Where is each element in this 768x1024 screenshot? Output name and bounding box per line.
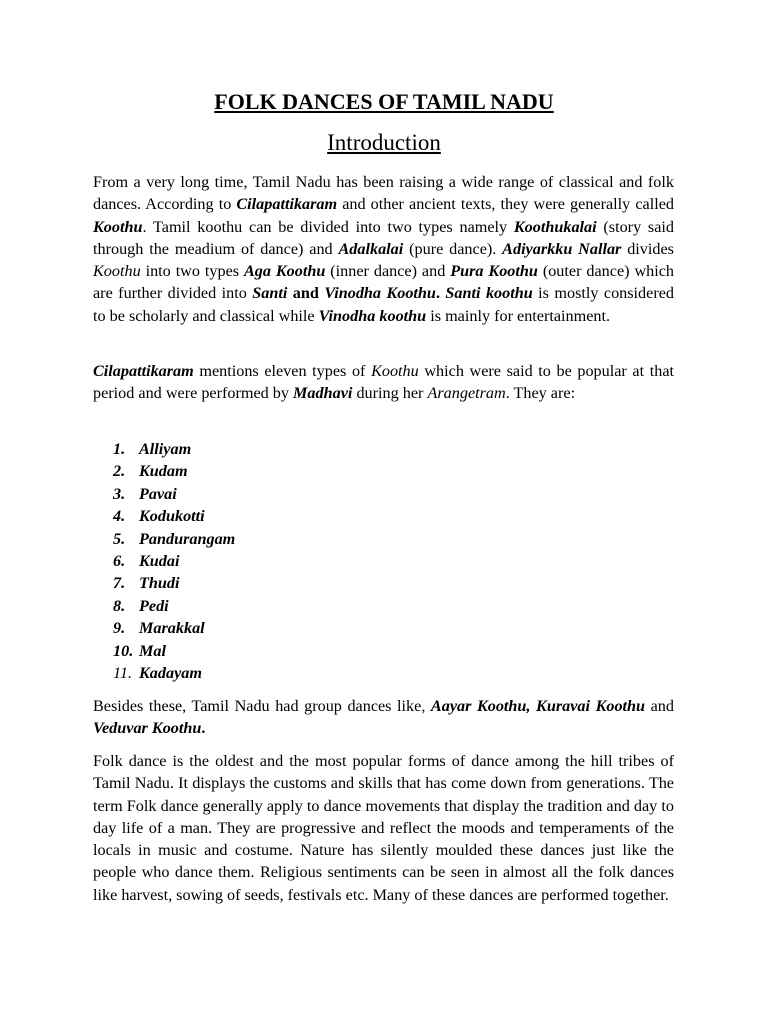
term-koothu: Koothu (93, 217, 143, 236)
term-santi-koothu: Santi koothu (445, 284, 533, 303)
list-number: 1. (113, 440, 126, 458)
text-run: From a very long time, Tamil Nadu has been raising a wide range of classical and folk dances. According to (93, 173, 674, 214)
text-run: . (201, 719, 206, 738)
dance-name: Pedi (139, 596, 169, 615)
list-item (113, 483, 235, 505)
term-arangetram: Arangetram (427, 384, 506, 403)
term-aga-koothu: Aga Koothu (243, 262, 326, 281)
text-run: and (287, 284, 319, 303)
list-number: 10. (113, 641, 134, 660)
list-item (113, 640, 235, 662)
text-run: (pure dance). (403, 239, 503, 258)
dance-name: Mal (139, 641, 166, 660)
section-heading: Introduction (327, 130, 441, 155)
group-dances-paragraph (93, 695, 674, 740)
list-number: 9. (113, 619, 126, 638)
text-run: . (435, 284, 440, 303)
term-cilapattikaram: Cilapattikaram (93, 362, 194, 380)
list-number: 3. (113, 484, 126, 503)
text-run: is mostly considered to be scholarly and classical while (93, 284, 674, 325)
list-item (113, 460, 235, 482)
dance-list (113, 438, 235, 684)
term-vinodha-koothu: Vinodha koothu (318, 306, 427, 325)
text-run: (story said through the meadium of dance) and (93, 217, 674, 258)
list-item (113, 662, 235, 684)
list-number: 8. (113, 596, 126, 615)
list-item (113, 595, 235, 617)
term-group-dances: Aayar Koothu, Kuravai Koothu (430, 697, 646, 715)
text-run: Besides these, Tamil Nadu had group dances like, (93, 697, 431, 715)
term-adalkalai: Adalkalai (338, 239, 404, 258)
term-cilapattikaram: Cilapattikaram (236, 195, 338, 214)
term-koothu: Koothu (93, 262, 141, 281)
term-koothu: Koothu (371, 362, 419, 380)
dance-name: Pandurangam (139, 529, 236, 548)
list-item (113, 550, 235, 572)
dance-name: Kadayam (139, 664, 202, 683)
term-santi: Santi (252, 284, 288, 303)
dance-name: Kudam (139, 462, 188, 481)
dance-name: Kodukotti (139, 507, 205, 526)
text-run: during her (352, 384, 428, 403)
list-item (113, 438, 235, 460)
term-veduvar-koothu: Veduvar Koothu (93, 719, 202, 738)
text-run: mentions eleven types of (193, 362, 372, 380)
folk-dance-paragraph: Folk dance is the oldest and the most popular forms of dance among the hill tribes of Tamil Nadu. It displays the customs and skills that has come down from generations. The term Folk dance generally apply to dance movements that display the tradition and day to day life of a man. They are progressive and reflect the moods and temperaments of the locals in music and costume. Nature has silently moulded these dances just like the people who dance them. Religious sentiments can be seen in almost all the folk dances like harvest, sowing of seeds, festivals etc. Many of these dances are performed together. (93, 752, 674, 904)
list-number: 7. (113, 574, 126, 593)
text-run: (outer dance) which are further divided into (93, 262, 675, 303)
text-run: . Tamil koothu can be divided into two types namely (142, 217, 514, 236)
term-pura-koothu: Pura Koothu (450, 262, 538, 281)
text-run: and (645, 697, 674, 715)
dance-name: Thudi (139, 574, 180, 593)
text-run: and other ancient texts, they were generally called (337, 195, 674, 214)
dance-name: Marakkal (139, 619, 205, 638)
document-title: FOLK DANCES OF TAMIL NADU (214, 89, 554, 114)
list-item (113, 528, 235, 550)
dance-name: Alliyam (139, 440, 192, 458)
list-item (113, 617, 235, 639)
list-number: 4. (113, 507, 126, 526)
dance-name: Kudai (139, 552, 180, 571)
list-number: 2. (113, 462, 126, 481)
list-item (113, 505, 235, 527)
intro-paragraph (93, 171, 674, 327)
list-number: 6. (113, 552, 126, 571)
dance-name: Pavai (139, 484, 177, 503)
list-number: 11. (113, 664, 133, 683)
list-number: 5. (113, 529, 126, 548)
term-vinodha-koothu: Vinodha Koothu (324, 284, 436, 303)
text-run: which were said to be popular at that period and were performed by (93, 362, 674, 403)
text-run: is mainly for entertainment. (426, 306, 611, 325)
term-madhavi: Madhavi (293, 384, 353, 403)
text-run: into two types (140, 262, 244, 281)
term-koothukalai: Koothukalai (513, 217, 597, 236)
text-run: divides (621, 239, 674, 258)
koothu-types-paragraph (93, 360, 674, 405)
list-item (113, 572, 235, 594)
text-run: . They are: (505, 384, 576, 403)
text-run: (inner dance) and (325, 262, 451, 281)
term-adiyarkku-nallar: Adiyarkku Nallar (502, 239, 622, 258)
